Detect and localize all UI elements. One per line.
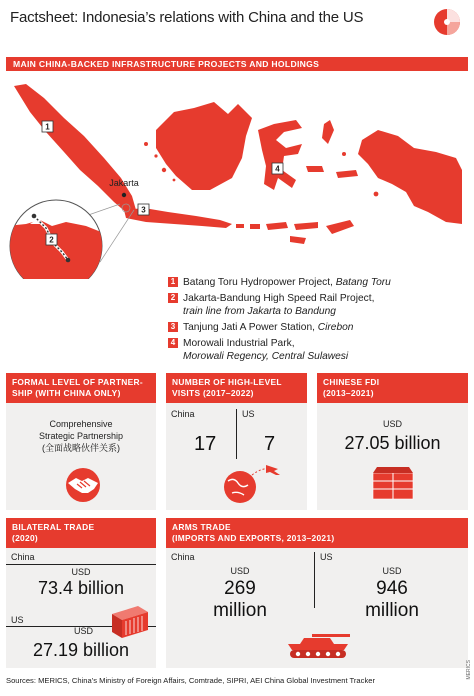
fdi-currency: USD <box>382 419 402 429</box>
visits-china-value: 17 <box>194 433 217 455</box>
legend-project-name: Morowali Industrial Park, <box>183 338 295 349</box>
arms-us-currency: USD <box>382 566 402 576</box>
trade-china-currency: USD <box>71 567 91 577</box>
arms-china-currency: USD <box>230 566 250 576</box>
trade-china-value: 73.4 billion <box>37 578 125 598</box>
legend-number: 2 <box>168 293 178 303</box>
legend-item-1 <box>168 276 468 289</box>
legend-project-name: Batang Toru Hydropower Project, <box>183 277 333 288</box>
legend-item-2 <box>168 292 468 318</box>
visits-us-value: 7 <box>264 433 276 455</box>
trade-china-divider <box>6 564 156 565</box>
visits-card <box>166 373 307 510</box>
tank-icon <box>282 626 354 662</box>
arms-us-label: US <box>320 552 333 562</box>
legend-project-place: Morowali Regency, Central Sulawesi <box>183 351 349 362</box>
svg-text:2: 2 <box>49 235 54 245</box>
merics-brand-text: MERICS <box>466 660 472 680</box>
arms-china-label: China <box>171 552 195 562</box>
trade-us-value: 27.19 billion <box>32 640 130 660</box>
trade-us-label: US <box>11 615 24 625</box>
partnership-card <box>6 373 156 510</box>
marker-3 <box>138 204 149 215</box>
trade-china-label: China <box>11 552 35 562</box>
trade-us-currency: USD <box>74 626 94 636</box>
legend-project-place: Batang Toru <box>335 277 391 288</box>
svg-text:3: 3 <box>141 205 146 215</box>
partnership-heading: FORMAL LEVEL OF PARTNER- SHIP (WITH CHINA ONLY) <box>6 373 156 403</box>
indonesia-map-graphic <box>6 74 468 279</box>
fdi-heading: CHINESE FDI (2013–2021) <box>317 373 468 403</box>
arms-divider <box>314 552 315 608</box>
map-section-heading: MAIN CHINA-BACKED INFRASTRUCTURE PROJECTS AND HOLDINGS <box>6 57 468 71</box>
visits-heading: NUMBER OF HIGH-LEVEL VISITS (2017–2022) <box>166 373 307 403</box>
visits-us-label: US <box>242 409 255 419</box>
legend-project-name: Tanjung Jati A Power Station, <box>183 322 315 333</box>
handshake-icon <box>60 467 106 503</box>
globe-plane-icon <box>218 461 280 505</box>
trade-heading: BILATERAL TRADE (2020) <box>6 518 156 548</box>
inset-zoom-circle <box>6 200 106 279</box>
legend-number: 3 <box>168 322 178 332</box>
legend-project-name: Jakarta-Bandung High Speed Rail Project, <box>183 293 375 304</box>
svg-text:1: 1 <box>45 122 50 132</box>
legend-item-4 <box>168 337 468 363</box>
arms-heading: ARMS TRADE (IMPORTS AND EXPORTS, 2013–2021) <box>166 518 468 548</box>
trade-card <box>6 518 156 668</box>
sources-text: Sources: MERICS, China’s Ministry of Foreign Affairs, Comtrade, SIPRI, AEI China Global Investment Tracker <box>6 676 376 685</box>
legend-number: 4 <box>168 338 178 348</box>
visits-divider <box>236 409 237 459</box>
money-stack-icon <box>369 463 417 503</box>
fdi-value: 27.05 billion <box>344 433 441 453</box>
svg-text:4: 4 <box>275 164 280 174</box>
arms-us-value: 946 million <box>365 578 419 621</box>
fdi-card <box>317 373 468 510</box>
shipping-container-icon <box>110 602 150 640</box>
marker-4 <box>272 163 283 174</box>
projects-legend <box>168 276 468 366</box>
indonesia-map <box>6 74 468 279</box>
partnership-level-text: Comprehensive Strategic Partnership (全面战略伙伴关系) <box>38 419 124 453</box>
merics-logo-icon <box>432 7 462 37</box>
page-title: Factsheet: Indonesia’s relations with China and the US <box>10 9 364 26</box>
jakarta-label: Jakarta <box>109 178 139 188</box>
legend-number: 1 <box>168 277 178 287</box>
legend-item-3 <box>168 321 468 334</box>
arms-card <box>166 518 468 668</box>
arms-china-value: 269 million <box>213 578 267 621</box>
visits-china-label: China <box>171 409 195 419</box>
marker-1 <box>42 121 53 132</box>
legend-project-place: train line from Jakarta to Bandung <box>183 306 336 317</box>
legend-project-place: Cirebon <box>317 322 354 333</box>
